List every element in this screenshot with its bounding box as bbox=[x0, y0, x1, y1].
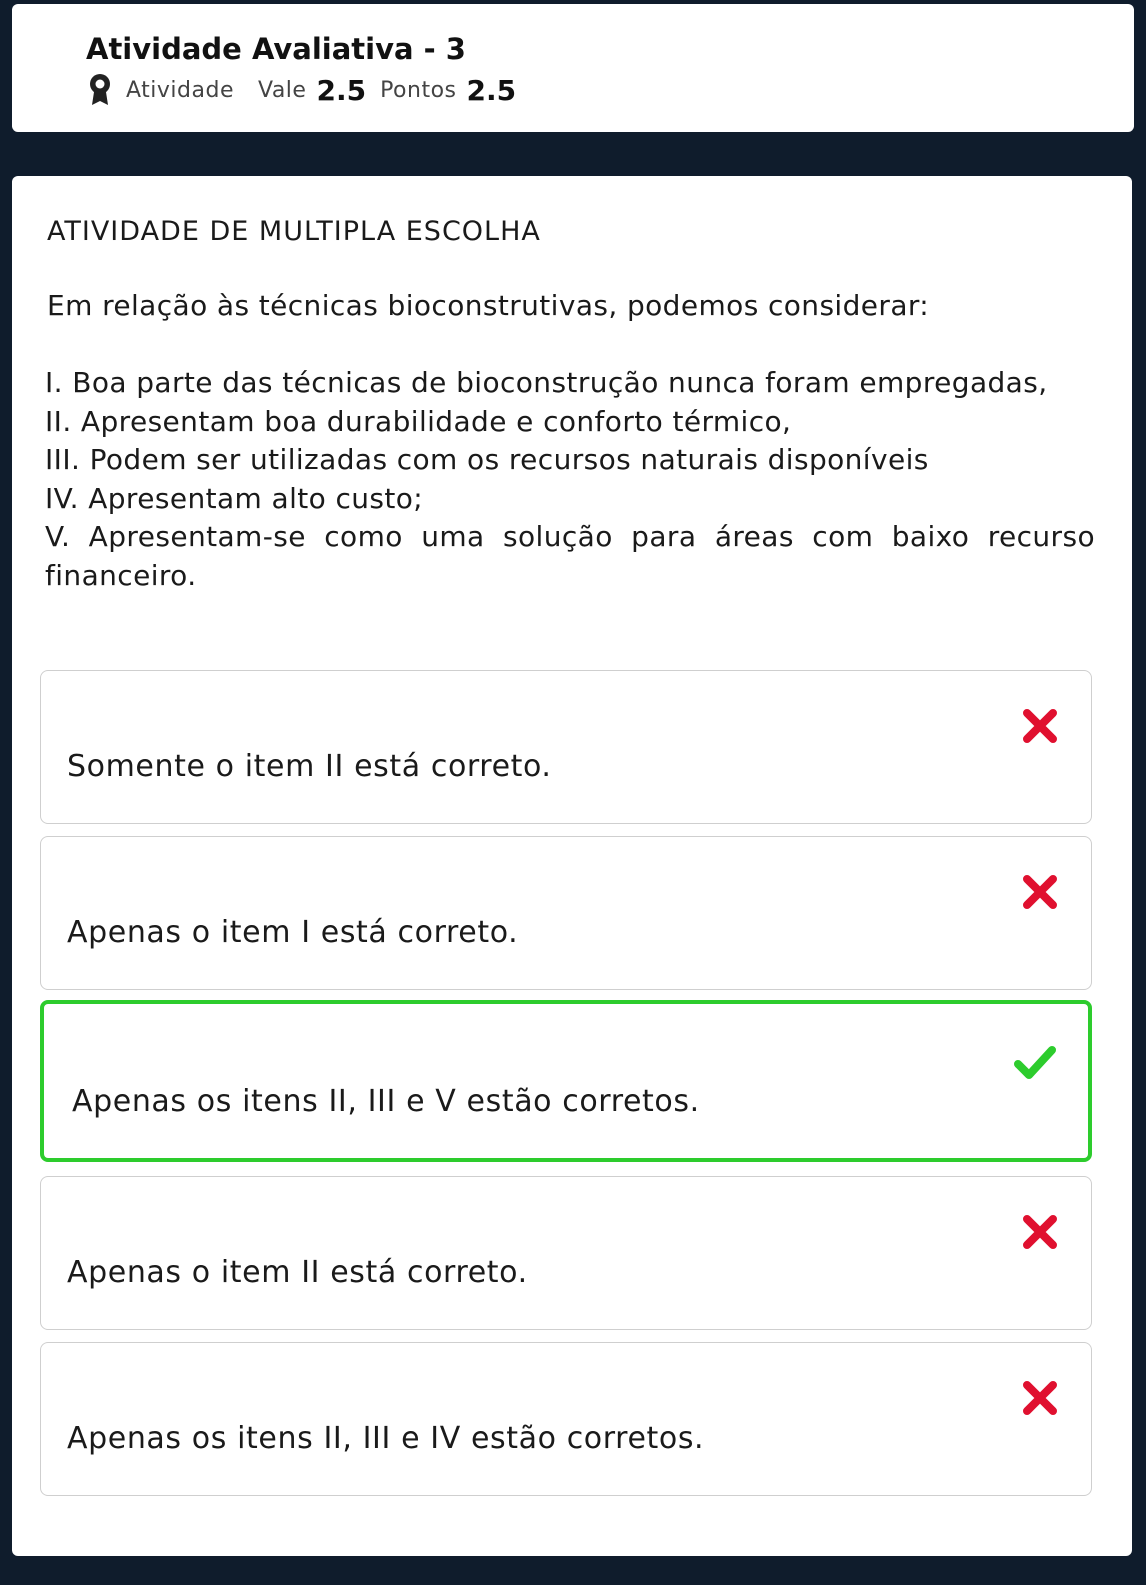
answer-option[interactable] bbox=[40, 670, 1092, 824]
statement-list bbox=[45, 364, 1095, 595]
answer-option[interactable] bbox=[40, 836, 1092, 990]
check-icon bbox=[1012, 1042, 1058, 1082]
statement-item: IV. Apresentam alto custo; bbox=[45, 481, 424, 515]
answer-option-text: Apenas o item I está correto. bbox=[67, 915, 519, 950]
answer-option-correct[interactable] bbox=[40, 1000, 1092, 1162]
activity-meta bbox=[86, 72, 530, 108]
answer-option-text: Apenas os itens II, III e V estão corretos. bbox=[72, 1084, 700, 1119]
answer-option[interactable] bbox=[40, 1176, 1092, 1330]
activity-type-label: Atividade bbox=[126, 77, 234, 103]
pontos-value: 2.5 bbox=[466, 73, 517, 107]
section-title: ATIVIDADE DE MULTIPLA ESCOLHA bbox=[47, 216, 541, 247]
statement-item: V. Apresentam-se como uma solução para áreas com baixo recurso financeiro. bbox=[45, 520, 1095, 592]
answer-option-text: Apenas o item II está correto. bbox=[67, 1255, 528, 1290]
question-intro: Em relação às técnicas bioconstrutivas, podemos considerar: bbox=[47, 289, 930, 322]
medal-icon bbox=[86, 72, 114, 108]
vale-value: 2.5 bbox=[316, 73, 367, 107]
answer-option-text: Somente o item II está correto. bbox=[67, 749, 552, 784]
x-icon bbox=[1021, 1379, 1059, 1417]
statement-item: III. Podem ser utilizadas com os recursos naturais disponíveis bbox=[45, 443, 929, 476]
pontos-label: Pontos bbox=[380, 77, 457, 103]
question-card bbox=[12, 176, 1132, 1556]
answer-option[interactable] bbox=[40, 1342, 1092, 1496]
vale-label: Vale bbox=[257, 77, 307, 103]
activity-title: Atividade Avaliativa - 3 bbox=[86, 32, 466, 66]
statement-item: II. Apresentam boa durabilidade e conforto térmico, bbox=[45, 404, 792, 438]
statement-item: I. Boa parte das técnicas de bioconstrução nunca foram empregadas, bbox=[45, 366, 1048, 399]
activity-header bbox=[12, 4, 1134, 132]
x-icon bbox=[1021, 1213, 1059, 1251]
answer-option-text: Apenas os itens II, III e IV estão corretos. bbox=[67, 1421, 705, 1456]
x-icon bbox=[1021, 707, 1059, 745]
x-icon bbox=[1021, 873, 1059, 911]
